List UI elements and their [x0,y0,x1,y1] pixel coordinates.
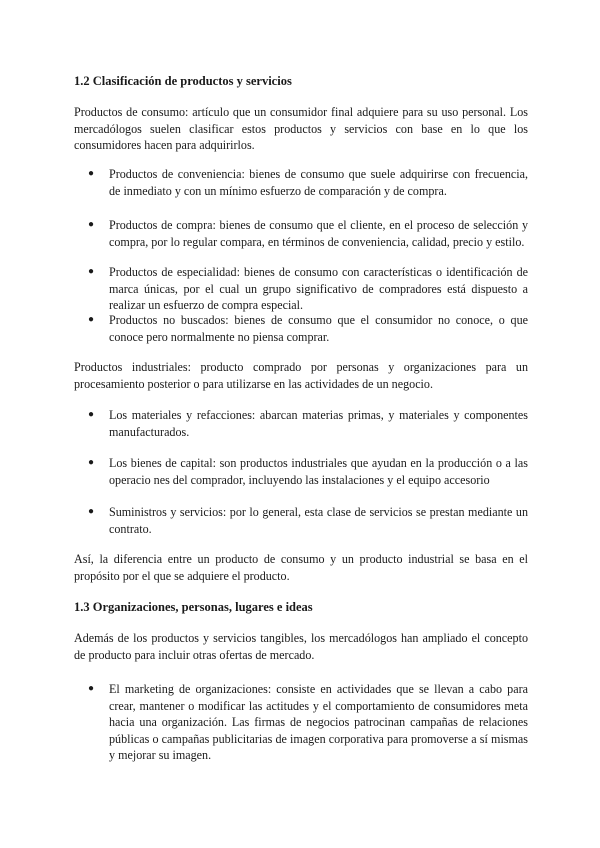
list-item-materials [88,407,528,440]
list-item-organization-marketing [88,681,528,764]
bullet-icon: ● [88,409,95,420]
list-item-supplies [88,504,528,537]
list-item-specialty [88,264,528,314]
list-item-capital-goods [88,455,528,488]
list-item-text: El marketing de organizaciones: consiste en actividades que se llevan a cabo para crear, mantener o modificar las actitudes y el comportamiento de consumidores meta hacia una organización. Las firmas de negocios patrocinan campañas de relaciones públicas o campañas publicitarias de imagen corporativa para promoverse a sí mismas y mejorar su imagen. [109,682,528,762]
list-item-text: Productos de conveniencia: bienes de consumo que suele adquirirse con frecuencia, de inmediato y con un mínimo esfuerzo de comparación y de compra. [109,167,528,198]
bullet-icon: ● [88,219,95,230]
list-item-shopping [88,217,528,250]
consumer-vs-industrial-conclusion: Así, la diferencia entre un producto de consumo y un producto industrial se basa en el propósito por el que se adquiere el producto. [74,552,528,583]
bullet-icon: ● [88,683,95,694]
list-item-text: Suministros y servicios: por lo general, esta clase de servicios se prestan mediante un contrato. [109,505,528,536]
bullet-icon: ● [88,266,95,277]
list-item-text: Productos de compra: bienes de consumo que el cliente, en el proceso de selección y compra, por lo regular compara, en términos de conveniencia, calidad, precio y estilo. [109,218,528,249]
bullet-icon: ● [88,168,95,179]
bullet-icon: ● [88,314,95,325]
section-heading-1-3: 1.3 Organizaciones, personas, lugares e ideas [74,600,313,614]
list-item-text: Los bienes de capital: son productos industriales que ayudan en la producción o a las operacio nes del comprador, incluyendo las instalaciones y el equipo accesorio [109,456,528,487]
list-item-convenience [88,166,528,199]
bullet-icon: ● [88,506,95,517]
industrial-products-intro: Productos industriales: producto comprado por personas y organizaciones para un procesamiento posterior o para utilizarse en las actividades de un negocio. [74,360,528,391]
bullet-icon: ● [88,457,95,468]
list-item-text: Productos de especialidad: bienes de consumo con características o identificación de marca únicas, por el cual un grupo significativo de compradores está dispuesto a realizar un esfuerzo de compra especial. [109,265,528,312]
list-item-text: Los materiales y refacciones: abarcan materias primas, y materiales y componentes manufacturados. [109,408,528,439]
extended-product-concept-intro: Además de los productos y servicios tangibles, los mercadólogos han ampliado el concepto de producto para incluir otras ofertas de mercado. [74,631,528,662]
section-heading-1-2: 1.2 Clasificación de productos y servicios [74,74,292,88]
list-item-unsought [88,312,528,345]
list-item-text: Productos no buscados: bienes de consumo que el consumidor no conoce, o que conoce pero normalmente no piensa comprar. [109,313,528,344]
consumer-products-intro: Productos de consumo: artículo que un consumidor final adquiere para su uso personal. Los mercadólogos suelen clasificar estos productos y servicios con base en lo que los consumidores hacen para adquirirlos. [74,105,528,152]
